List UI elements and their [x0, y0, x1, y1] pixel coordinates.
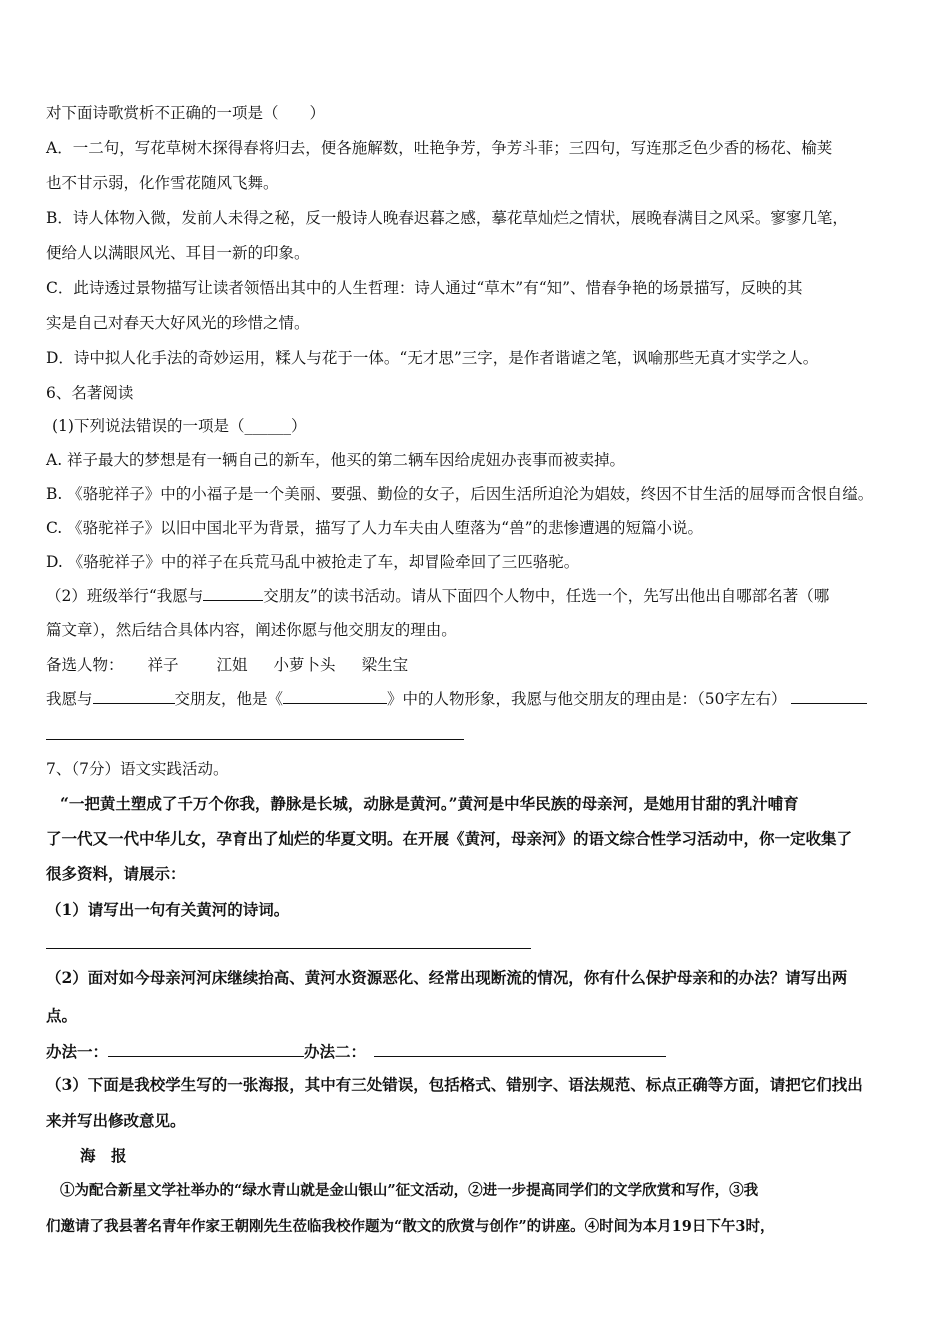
q5-option-c-line2: 实是自己对春天大好风光的珍惜之情。 — [46, 314, 310, 332]
candidate-liangshengbao: 梁生宝 — [361, 656, 409, 674]
q7-intro-line3: 很多资料，请展示： — [46, 864, 186, 883]
book-blank[interactable] — [283, 688, 387, 704]
candidate-label: 备选人物： — [46, 656, 124, 674]
q7-sub2-line2: 点。 — [46, 1006, 78, 1025]
method1-label: 办法一： — [46, 1042, 109, 1061]
candidate-row — [46, 655, 408, 675]
q5-option-a-line1: A．一二句，写花草树木探得春将归去，便各施解数，吐艳争芳，争芳斗菲；三四句，写连那乏色少香的杨花、榆荚 — [46, 139, 833, 157]
reason-blank[interactable] — [791, 688, 867, 704]
candidate-jiangjie: 江姐 — [216, 656, 248, 674]
answer-middle: 交朋友，他是《 — [174, 690, 284, 708]
q5-option-d: D．诗中拟人化手法的奇妙运用，糅人与花于一体。“无才思”三字，是作者谐谑之笔，讽喻那些无真才实学之人。 — [46, 349, 819, 367]
q5-option-b-line1: B．诗人体物入微，发前人未得之秘，反一般诗人晚春迟暮之感，摹花草灿烂之情状，展晚春满目之风采。寥寥几笔， — [46, 209, 848, 227]
poster-line1: ①为配合新星文学社举办的“绿水青山就是金山银山”征文活动，②进一步提高同学们的文学欣赏和写作，③我 — [60, 1182, 759, 1199]
poster-title: 海 报 — [80, 1146, 127, 1165]
q6-part2-line1-a: （2）班级举行“我愿与 — [46, 587, 204, 605]
q6-title: 6、名著阅读 — [46, 384, 134, 402]
q6-part1-stem: (1)下列说法错误的一项是（______） — [52, 417, 307, 435]
q7-sub2-line1: （2）面对如今母亲河河床继续抬高、黄河水资源恶化、经常出现断流的情况，你有什么保护母亲和的办法？请写出两 — [46, 968, 848, 987]
friend-blank[interactable] — [203, 585, 263, 601]
answer-suffix: 》中的人物形象，我愿与他交朋友的理由是：（50字左右） — [387, 690, 787, 708]
q6-part1-option-d: D. 《骆驼祥子》中的祥子在兵荒马乱中被抢走了车，却冒险牵回了三匹骆驼。 — [46, 553, 580, 571]
q7-title: 7、（7分）语文实践活动。 — [46, 760, 229, 778]
q7-sub3-line2: 来并写出修改意见。 — [46, 1111, 186, 1130]
q5-option-b-line2: 便给人以满眼风光、耳目一新的印象。 — [46, 244, 310, 262]
q6-part1-option-b: B. 《骆驼祥子》中的小福子是一个美丽、要强、勤俭的女子，后因生活所迫沦为娼妓，终因不甘生活的屈辱而含恨自缢。 — [46, 485, 874, 503]
q7-intro-line1: “一把黄土塑成了千万个你我，静脉是长城，动脉是黄河。”黄河是中华民族的母亲河，是她用甘甜的乳汁哺育 — [60, 794, 799, 813]
q5-option-c-line1: C．此诗透过景物描写让读者领悟出其中的人生哲理：诗人通过“草木”有“知”、惜春争艳的场景描写，反映的其 — [46, 279, 803, 297]
q7-intro-line2: 了一代又一代中华儿女，孕育出了灿烂的华夏文明。在开展《黄河，母亲河》的语文综合性学习活动中，你一定收集了 — [46, 829, 853, 848]
poem-answer-line[interactable] — [46, 948, 531, 949]
q7-sub3-line1: （3）下面是我校学生写的一张海报，其中有三处错误，包括格式、错别字、语法规范、标点正确等方面，请把它们找出 — [46, 1075, 863, 1094]
candidate-xiaoluobotou: 小萝卜头 — [273, 656, 336, 674]
person-blank[interactable] — [93, 688, 175, 704]
q6-part1-option-c: C. 《骆驼祥子》以旧中国北平为背景，描写了人力车夫由人堕落为“兽”的悲惨遭遇的短篇小说。 — [46, 519, 704, 537]
method2-blank[interactable] — [374, 1041, 666, 1057]
methods-row — [46, 1041, 666, 1062]
q5-stem: 对下面诗歌赏析不正确的一项是（ ） — [46, 104, 326, 122]
answer-prefix: 我愿与 — [46, 690, 93, 708]
q6-part2-line1 — [46, 585, 829, 606]
poster-line2: 们邀请了我县著名青年作家王朝刚先生莅临我校作题为“散文的欣赏与创作”的讲座。④时间为本月19日下午3时， — [46, 1218, 775, 1235]
method2-label: 办法二： — [304, 1042, 367, 1061]
q6-part2-line1-b: 交朋友”的读书活动。请从下面四个人物中，任选一个，先写出他出自哪部名著（哪 — [263, 587, 830, 605]
candidate-xiangzi: 祥子 — [147, 656, 179, 674]
q6-part2-line2: 篇文章），然后结合具体内容，阐述你愿与他交朋友的理由。 — [46, 621, 457, 639]
method1-blank[interactable] — [108, 1041, 304, 1057]
reason-blank-line2[interactable] — [46, 739, 464, 740]
q5-option-a-line2: 也不甘示弱，化作雪花随风飞舞。 — [46, 174, 279, 192]
answer-row — [46, 688, 867, 709]
q7-sub1: （1）请写出一句有关黄河的诗词。 — [46, 900, 290, 919]
q6-part1-option-a: A. 祥子最大的梦想是有一辆自己的新车，他买的第二辆车因给虎妞办丧事而被卖掉。 — [46, 451, 626, 469]
